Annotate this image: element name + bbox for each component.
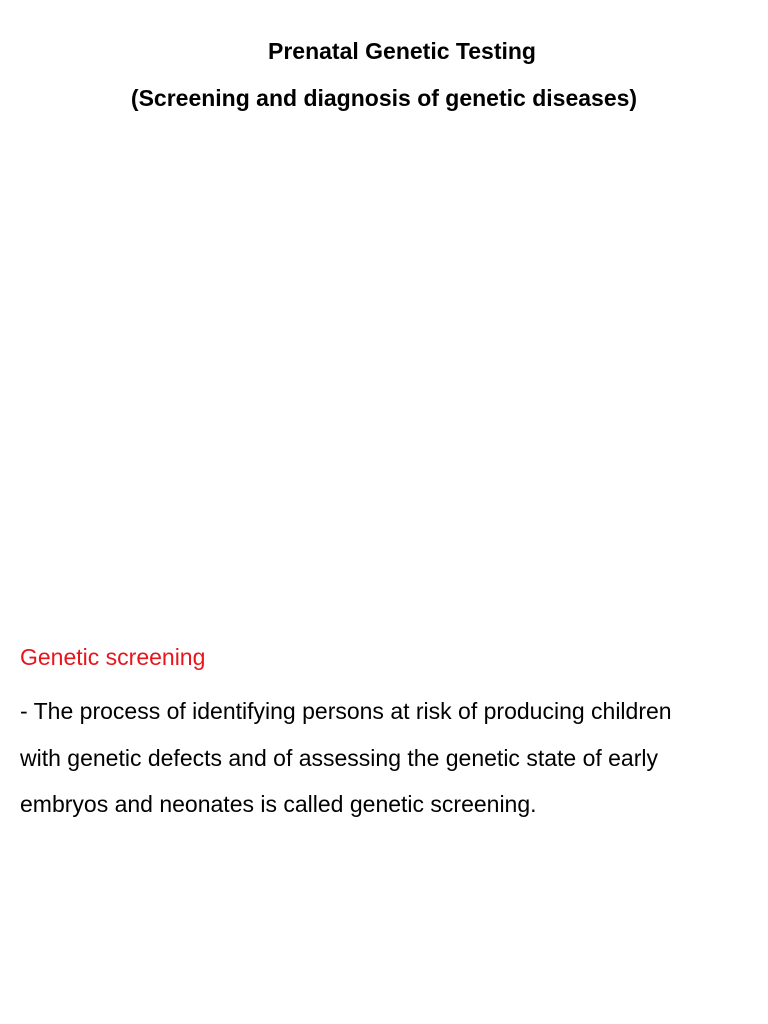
body-line: with genetic defects and of assessing the genetic state of early (20, 744, 658, 771)
body-line: embryos and neonates is called genetic screening. (20, 791, 537, 817)
page-subtitle: (Screening and diagnosis of genetic diseases) (130, 85, 638, 111)
body-line: - The process of identifying persons at risk of producing children (20, 698, 672, 724)
section-heading: Genetic screening (20, 644, 206, 670)
section-body (20, 688, 755, 828)
page-title: Prenatal Genetic Testing (268, 38, 536, 64)
